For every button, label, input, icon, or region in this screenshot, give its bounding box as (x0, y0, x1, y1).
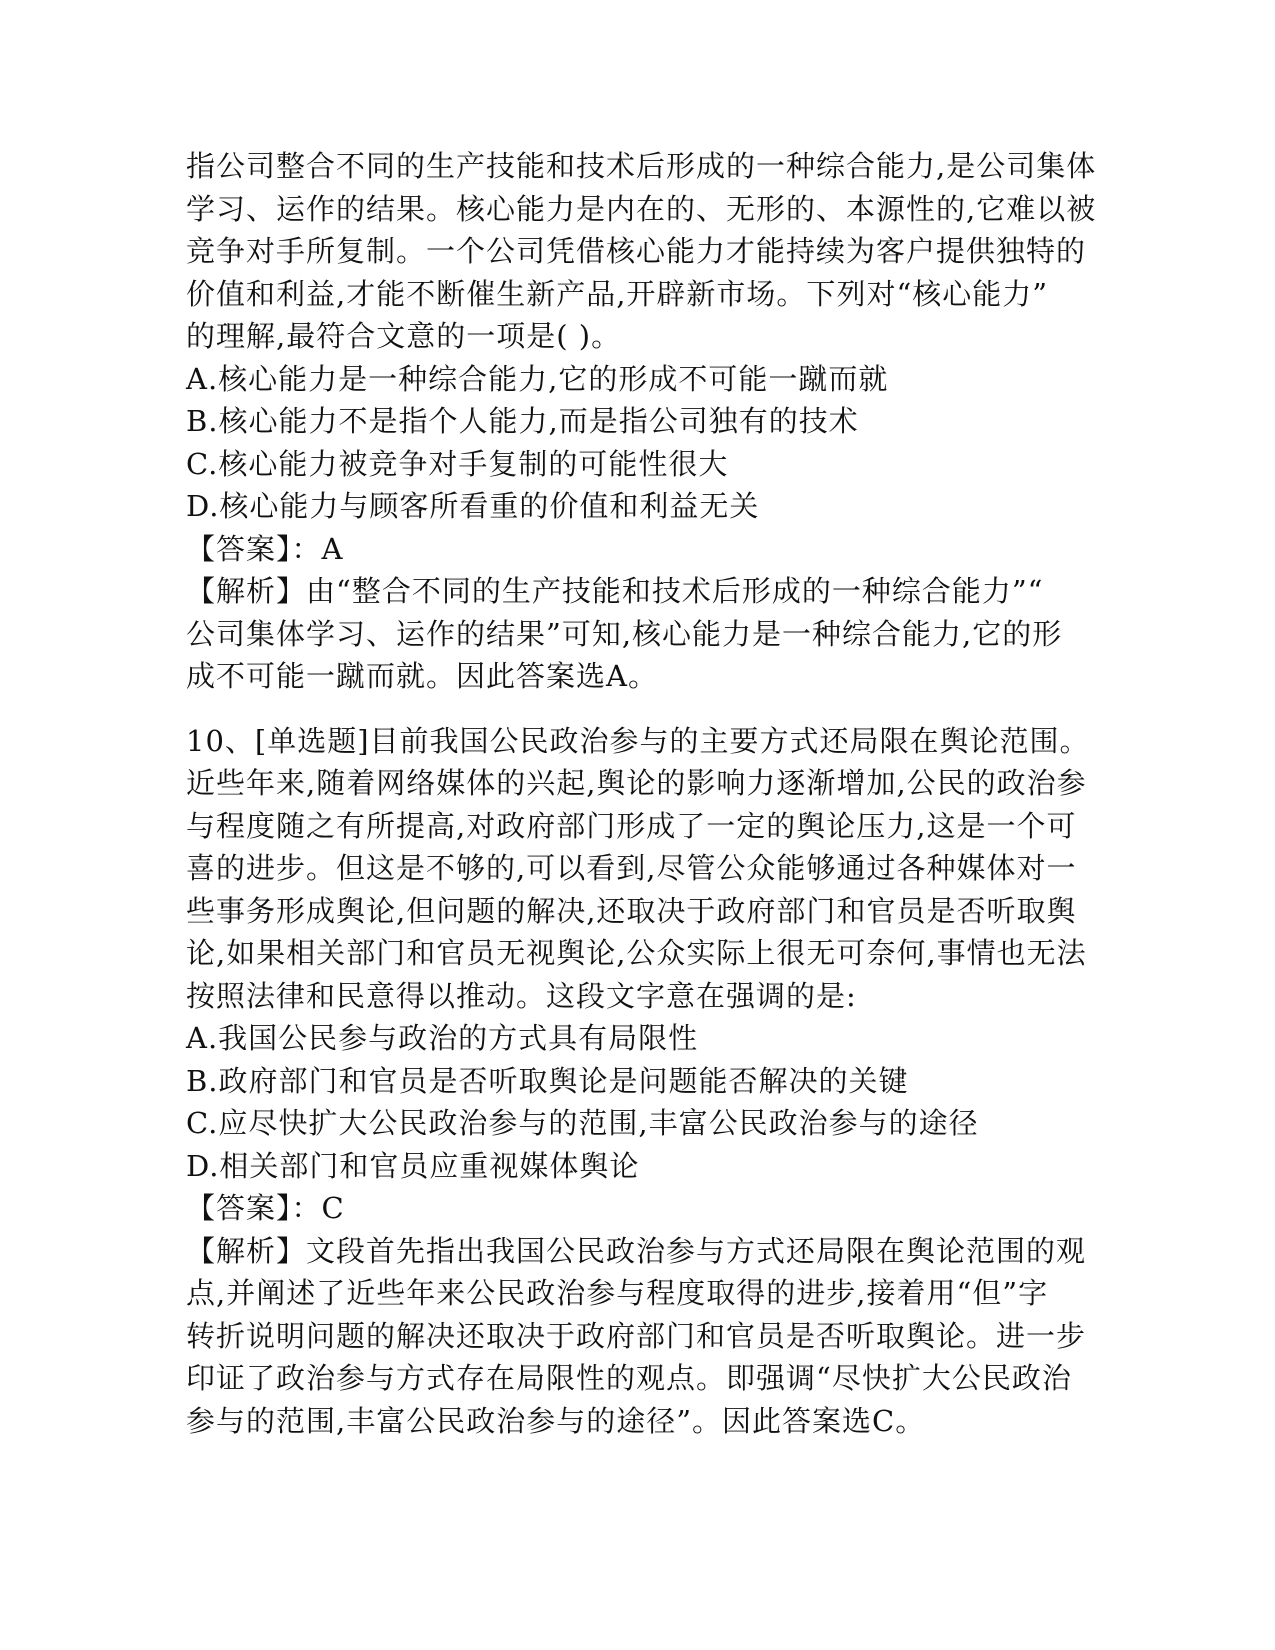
stem-line: 喜的进步。但这是不够的,可以看到,尽管公众能够通过各种媒体对一 (186, 851, 1077, 885)
stem-line: 些事务形成舆论,但问题的解决,还取决于政府部门和官员是否听取舆 (186, 893, 1077, 928)
option-d: D.相关部门和官员应重视媒体舆论 (186, 1148, 640, 1183)
analysis-line: 成不可能一蹴而就。因此答案选A。 (186, 659, 658, 693)
stem-line: 与程度随之有所提高,对政府部门形成了一定的舆论压力,这是一个可 (186, 808, 1077, 843)
question-9-analysis (186, 570, 1086, 698)
question-9-options (186, 358, 1086, 528)
section-gap (186, 698, 1086, 720)
question-9-answer: 【答案】：A (186, 531, 344, 566)
analysis-line: 【解析】文段首先指出我国公民政治参与方式还局限在舆论范围的观 (186, 1233, 1087, 1268)
question-10-options (186, 1017, 1086, 1187)
question-10 (186, 720, 1090, 1443)
stem-line: 竞争对手所复制。一个公司凭借核心能力才能持续为客户提供独特的 (186, 234, 1087, 268)
question-9 (186, 145, 1097, 698)
stem-line: 的理解,最符合文意的一项是( )。 (186, 319, 622, 353)
question-10-answer: 【答案】：C (186, 1191, 345, 1225)
document-page (186, 145, 1097, 1442)
option-d: D.核心能力与顾客所看重的价值和利益无关 (186, 489, 760, 523)
stem-line: 价值和利益,才能不断催生新产品,开辟新市场。下列对“核心能力” (186, 276, 1049, 311)
option-a: A.核心能力是一种综合能力,它的形成不可能一蹴而就 (186, 361, 889, 396)
option-c: C.核心能力被竞争对手复制的可能性很大 (186, 446, 729, 481)
option-c: C.应尽快扩大公民政治参与的范围,丰富公民政治参与的途径 (186, 1106, 979, 1140)
analysis-line: 点,并阐述了近些年来公民政治参与程度取得的进步,接着用“但”字 (186, 1276, 1049, 1310)
question-10-stem (186, 720, 1090, 1018)
question-10-analysis (186, 1230, 1086, 1443)
stem-line: 指公司整合不同的生产技能和技术后形成的一种综合能力,是公司集体 (186, 149, 1097, 183)
analysis-line: 公司集体学习、运作的结果”可知,核心能力是一种综合能力,它的形 (186, 616, 1063, 651)
analysis-line: 印证了政治参与方式存在局限性的观点。即强调“尽快扩大公民政治 (186, 1361, 1072, 1395)
option-a: A.我国公民参与政治的方式具有局限性 (186, 1021, 699, 1055)
analysis-line: 【解析】由“整合不同的生产技能和技术后形成的一种综合能力”“ (186, 574, 1044, 608)
option-b: B.政府部门和官员是否听取舆论是问题能否解决的关键 (186, 1063, 909, 1098)
question-9-stem (186, 145, 1097, 358)
analysis-line: 转折说明问题的解决还取决于政府部门和官员是否听取舆论。进一步 (186, 1318, 1087, 1353)
option-b: B.核心能力不是指个人能力,而是指公司独有的技术 (186, 404, 859, 438)
stem-line: 学习、运作的结果。核心能力是内在的、无形的、本源性的,它难以被 (186, 191, 1097, 226)
stem-line: 10、[单选题]目前我国公民政治参与的主要方式还局限在舆论范围。 (186, 723, 1090, 758)
analysis-line: 参与的范围,丰富公民政治参与的途径”。因此答案选C。 (186, 1403, 926, 1438)
stem-line: 按照法律和民意得以推动。这段文字意在强调的是: (186, 978, 857, 1013)
stem-line: 近些年来,随着网络媒体的兴起,舆论的影响力逐渐增加,公民的政治参 (186, 766, 1087, 800)
stem-line: 论,如果相关部门和官员无视舆论,公众实际上很无可奈何,事情也无法 (186, 936, 1087, 970)
